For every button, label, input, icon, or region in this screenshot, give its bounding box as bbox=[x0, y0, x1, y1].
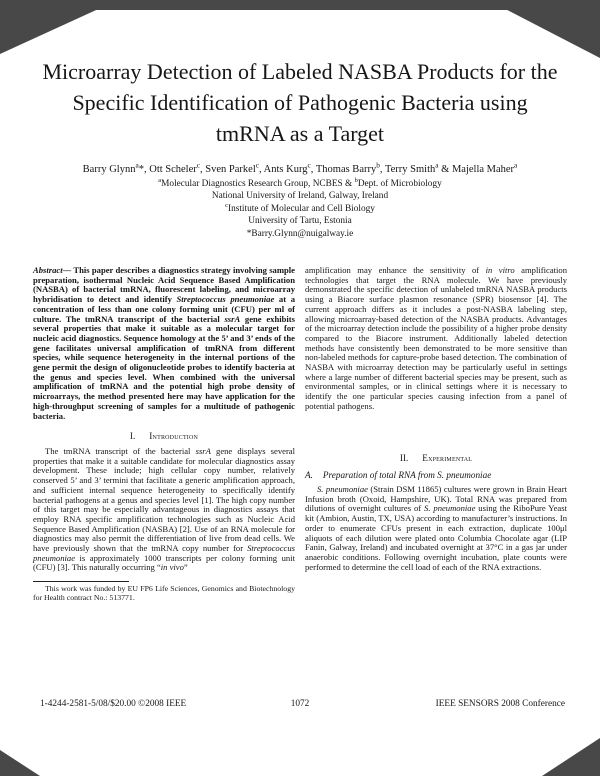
right-column bbox=[305, 266, 567, 603]
two-column-body bbox=[33, 266, 567, 603]
section-label: Experimental bbox=[422, 452, 473, 463]
introduction-paragraph: The tmRNA transcript of the bacterial ssrA gene displays several properties that make it a suitable candidate for molecular diagnostics assay development. These include; high cellular copy number, relatively conserved 5’ and 3’ termini that facilitate a generic amplification approach, and sufficient internal sequence heterogeneity to specifically identify bacterial pathogens at a genus and species level [1]. The high copy number of this target may be especially advantageous in diagnostics assays that employ RNA specific amplification technologies such as Nucleic Acid Sequence Based Amplification (NASBA) [2]. Use of an RNA molecule for diagnostics may also permit the differentiation of live from dead cells. We have previously shown that the tmRNA copy number for Streptococcus pneumoniae is approximately 1000 transcripts per colony forming unit (CFU) [3]. This naturally occurring “in vivo” bbox=[33, 445, 296, 573]
footnote-rule bbox=[33, 581, 129, 582]
section-heading-introduction bbox=[33, 432, 295, 442]
subsection-a-heading bbox=[305, 471, 567, 481]
section-label: Introduction bbox=[149, 431, 199, 442]
paper-title: Microarray Detection of Labeled NASBA Products for the Specific Identification of Pathogenic Bacteria using tmRNA as a Target bbox=[42, 59, 558, 146]
introduction-continuation-paragraph: amplification may enhance the sensitivity of in vitro amplification technologies that target the RNA molecule. We have previously demonstrated the specific detection of unlabeled tmRNA NASBA products using a Biacore surface plasmon resonance (SPR) biosensor [4]. The current approach differs as it includes a post-NASBA labeling step, allowing microarray-based detection of the NASBA products. Advantages of the microarray detection include the possibility of a higher probe density compared to the Biacore instrument. Additionally labeled detection methods have consistently been demonstrated to be more sensitive than non-labeled methods for capture-probe based detection. The combination of NASBA with microarray detection may be particularly useful in settings where a large number of different bacterial species may be present, such as environmental samples, or in clinical settings where it is necessary to identify the one particular species causing infection from a panel of potential pathogens. bbox=[305, 265, 567, 411]
affiliation-line-institute-tartu: $^c$Institute of Molecular and Cell Biology bbox=[225, 201, 375, 214]
experimental-paragraph: S. pneumoniae (Strain DSM 11865) cultures were grown in Brain Heart Infusion broth (Oxoid, Hampshire, UK). Total RNA was prepared from dilutions of overnight cultures of S. pneumoniae using the RiboPure Yeast kit (Ambion, Austin, TX, USA) according to manufacturer’s instructions. In order to enumerate CFUs present in each extraction, duplicate 100μl aliquots of each dilution were plated onto Columbia Chocolate agar (LIP Fanin, Galway, Ireland) and incubated overnight at 37°C in a gas jar under anaerobic conditions. Following overnight incubation, plate counts were performed to determine the cell load of each of the RNA extractions. bbox=[305, 483, 567, 572]
abstract-paragraph: Abstract— This paper describes a diagnostics strategy involving sample preparation, isothermal Nucleic Acid Sequence Based Amplification (NASBA) of bacterial tmRNA, fluorescent labeling, and microarray hybridisation to detect and identify Streptococcus pneumoniae at a concentration of less than one colony forming unit (CFU) per ml of culture. The tmRNA transcript of the bacterial ssrA gene exhibits several properties that make it suitable as a molecular target for nucleic acid diagnostics. Sequence homology at the 5’ and 3’ ends of the gene facilitates universal amplification of tmRNA from different species, while sequence heterogeneity in the internal portions of the gene permit the design of oligonucleotide probes to identify bacteria at the genus and species level. When combined with the universal amplification of tmRNA and the potential high probe density of microarrays, the method presented here may have application for the high-throughput screening of samples for a multitude of pathogenic bacteria. bbox=[33, 265, 295, 421]
funding-footnote bbox=[33, 581, 295, 602]
authors-line: Barry Glynn$^a$*, Ott Scheler$^c$, Sven Parkel$^c$, Ants Kurg$^c$, Thomas Barry$^b$, Terry Smith$^a$ & Majella Maher$^a$ bbox=[82, 160, 518, 175]
corresponding-email: *Barry.Glynn@nuigalway.ie bbox=[246, 228, 354, 239]
subsection-letter: A. bbox=[305, 470, 313, 481]
affiliation-line-university-tartu: University of Tartu, Estonia bbox=[248, 216, 352, 227]
section-number: I. bbox=[129, 431, 136, 442]
scan-corner-bottom-left bbox=[0, 750, 40, 776]
scan-corner-bottom-right bbox=[542, 738, 600, 776]
affiliation-line-university-galway: National University of Ireland, Galway, Ireland bbox=[211, 191, 389, 202]
conference-name: IEEE SENSORS 2008 Conference bbox=[435, 699, 565, 709]
footnote-text: This work was funded by EU FP6 Life Sciences, Genomics and Biotechnology for Health contract No.: 513771. bbox=[33, 584, 295, 603]
page-number: 1072 bbox=[290, 699, 310, 709]
subsection-title: Preparation of total RNA from S. pneumoniae bbox=[322, 470, 492, 481]
copyright-text: 1-4244-2581-5/08/$20.00 ©2008 IEEE bbox=[40, 699, 187, 709]
section-heading-experimental bbox=[305, 454, 567, 464]
left-column bbox=[33, 266, 295, 603]
affiliation-line-groups: $^a$Molecular Diagnostics Research Group, NCBES & $^b$Dept. of Microbiology bbox=[158, 176, 442, 189]
affiliations-block bbox=[0, 178, 600, 240]
section-number: II. bbox=[399, 452, 409, 463]
